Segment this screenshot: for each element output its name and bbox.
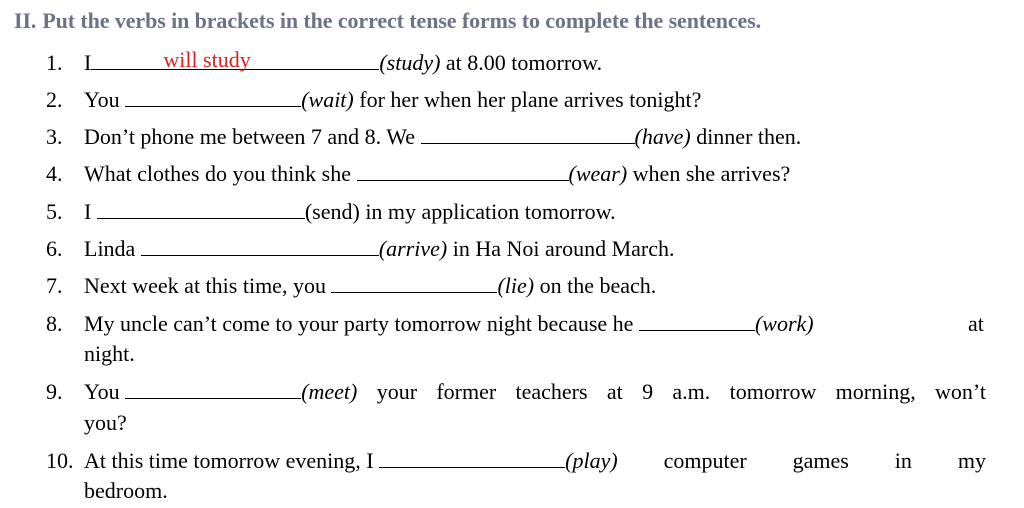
answer-blank-1[interactable]: [91, 47, 379, 72]
answer-blank-4[interactable]: [357, 161, 569, 181]
answer-blank-9[interactable]: [125, 379, 301, 399]
filled-answer-1: will study: [163, 47, 251, 72]
sentence-8-continuation: night.: [84, 341, 135, 366]
sentence-9: You (meet) your former teachers at 9 a.m. tomorrow morning, won’t: [84, 379, 986, 404]
exercise-heading: [14, 8, 761, 34]
heading-roman-numeral: II.: [14, 8, 37, 33]
sentence-7: Next week at this time, you (lie) on the beach.: [84, 273, 657, 298]
sentence-6: Linda (arrive) in Ha Noi around March.: [84, 236, 675, 261]
verb-hint-7: (lie): [497, 273, 535, 298]
sentence-9-continuation: you?: [84, 410, 127, 435]
heading-text: Put the verbs in brackets in the correct tense forms to complete the sentences.: [42, 8, 762, 33]
sentence-10: At this time tomorrow evening, I (play) computer games in my: [84, 448, 986, 473]
item-number-4: 4.: [46, 161, 63, 186]
verb-hint-2: (wait): [301, 87, 354, 112]
sentence-3: Don’t phone me between 7 and 8. We (have) dinner then.: [84, 124, 802, 149]
sentence-5: I (send) in my application tomorrow.: [84, 199, 616, 224]
item-number-10: 10.: [46, 448, 74, 473]
item-number-8: 8.: [46, 311, 63, 336]
answer-blank-5[interactable]: [97, 199, 305, 219]
item-number-9: 9.: [46, 379, 63, 404]
answer-blank-3[interactable]: [421, 124, 635, 144]
verb-hint-10: (play): [565, 448, 618, 473]
sentence-2: You (wait) for her when her plane arrives tonight?: [84, 87, 702, 112]
item-number-5: 5.: [46, 199, 63, 224]
sentence-4: What clothes do you think she (wear) when she arrives?: [84, 161, 791, 186]
item-number-2: 2.: [46, 87, 63, 112]
verb-hint-3: (have): [634, 124, 691, 149]
sentence-8: My uncle can’t come to your party tomorrow night because he (work): [84, 311, 814, 336]
sentence-8-end: at: [968, 311, 984, 336]
verb-hint-9: (meet): [301, 379, 358, 404]
sentence-1: I will study (study) at 8.00 tomorrow.: [84, 47, 603, 75]
verb-hint-1: (study): [379, 50, 441, 75]
verb-hint-8: (work): [754, 311, 814, 336]
item-number-3: 3.: [46, 124, 63, 149]
verb-hint-4: (wear): [568, 161, 628, 186]
answer-blank-8[interactable]: [639, 311, 755, 331]
answer-blank-10[interactable]: [379, 448, 565, 468]
answer-blank-6[interactable]: [141, 236, 379, 256]
verb-hint-5: (send): [304, 199, 360, 224]
item-number-7: 7.: [46, 273, 63, 298]
verb-hint-6: (arrive): [378, 236, 448, 261]
answer-blank-7[interactable]: [331, 273, 497, 293]
item-number-1: 1.: [46, 50, 63, 75]
sentence-10-continuation: bedroom.: [84, 478, 168, 503]
item-number-6: 6.: [46, 236, 63, 261]
answer-blank-2[interactable]: [125, 87, 301, 107]
